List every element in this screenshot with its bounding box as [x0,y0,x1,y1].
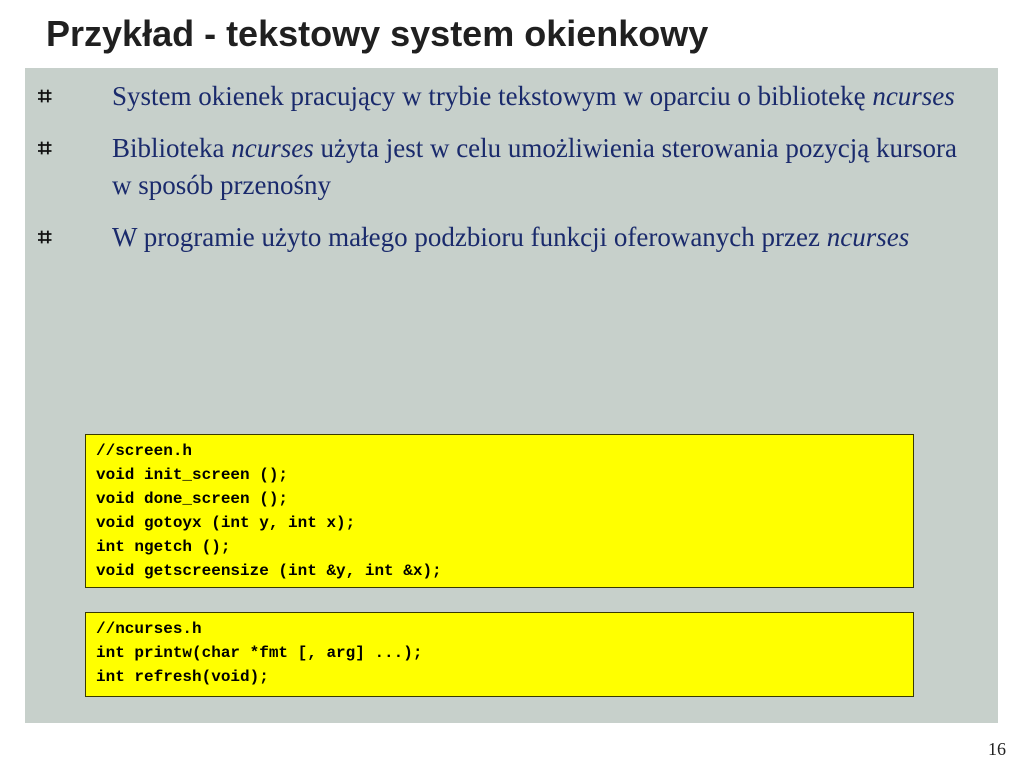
bullet-list [25,78,998,271]
code-line: void getscreensize (int &y, int &x); [96,562,442,580]
slide-title: Przykład - tekstowy system okienkowy [46,13,709,54]
bullet-text: W programie użyto małego podzbioru funkcji oferowanych przez [112,222,827,252]
slide-number: 16 [988,739,1006,759]
code-line: //ncurses.h [96,620,202,638]
code-line: int refresh(void); [96,668,269,686]
code-line: void done_screen (); [96,490,289,508]
bullet-square-hash-icon [38,219,52,256]
bullet-text: System okienek pracujący w trybie tekstowym w oparciu o bibliotekę [112,81,873,111]
bullet-text: Biblioteka [112,133,232,163]
bullet-emphasis: ncurses [872,81,955,111]
bullet-emphasis: ncurses [231,133,314,163]
bullet-item [25,78,998,115]
content-panel [25,68,998,723]
code-line: void gotoyx (int y, int x); [96,514,356,532]
code-line: void init_screen (); [96,466,289,484]
bullet-item [25,130,998,204]
code-line: //screen.h [96,442,193,460]
bullet-square-hash-icon [38,78,52,115]
bullet-text-after: użyta jest w celu umożliwienia sterowania pozycją kursora w sposób przenośny [112,133,958,200]
bullet-item [25,219,998,256]
bullet-square-hash-icon [38,130,52,167]
code-block-screen-h [85,434,914,588]
code-block-ncurses-h [85,612,914,697]
code-line: int printw(char *fmt [, arg] ...); [96,644,423,662]
bullet-emphasis: ncurses [826,222,910,252]
code-line: int ngetch (); [96,538,231,556]
